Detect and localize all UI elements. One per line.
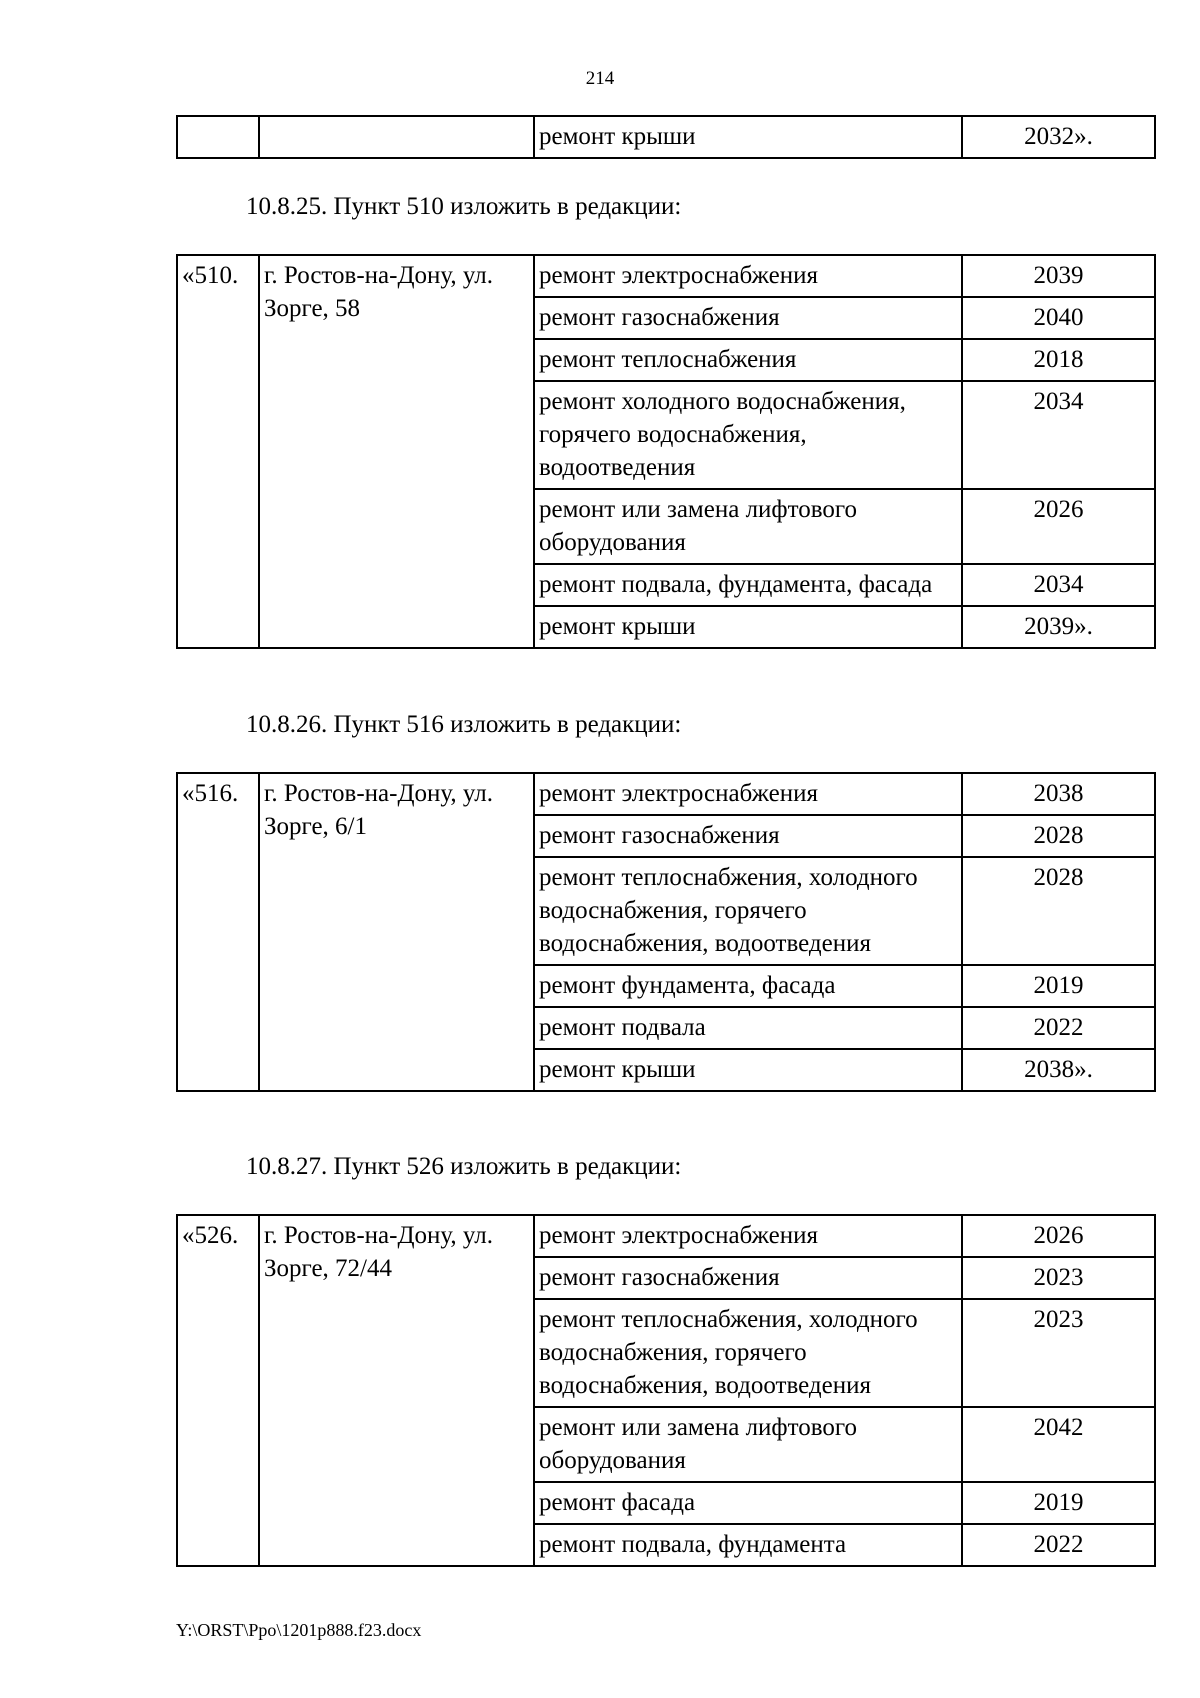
address-cell: г. Ростов-на-Дону, ул. Зорге, 6/1 xyxy=(259,773,534,1091)
item-number-cell: «510. xyxy=(177,255,259,648)
file-path-footer: Y:\ORST\Ppo\1201p888.f23.docx xyxy=(176,1620,422,1640)
item-table-526 xyxy=(176,1214,1156,1567)
work-type-cell: ремонт теплоснабжения xyxy=(534,339,962,381)
year-cell: 2026 xyxy=(962,489,1155,564)
continuation-table xyxy=(176,115,1156,159)
year-cell: 2019 xyxy=(962,1482,1155,1524)
item-number-cell xyxy=(177,116,259,158)
year-cell: 2022 xyxy=(962,1007,1155,1049)
item-number-cell: «516. xyxy=(177,773,259,1091)
year-cell: 2026 xyxy=(962,1215,1155,1257)
year-cell: 2028 xyxy=(962,815,1155,857)
year-cell: 2023 xyxy=(962,1299,1155,1407)
section-heading: 10.8.25. Пункт 510 изложить в редакции: xyxy=(246,193,682,220)
table-row xyxy=(177,255,1155,297)
year-cell: 2034 xyxy=(962,381,1155,489)
work-type-cell: ремонт подвала, фундамента xyxy=(534,1524,962,1566)
year-cell: 2039». xyxy=(962,606,1155,648)
table-row xyxy=(177,116,1155,158)
section-heading: 10.8.26. Пункт 516 изложить в редакции: xyxy=(246,711,682,738)
work-type-cell: ремонт газоснабжения xyxy=(534,1257,962,1299)
address-cell: г. Ростов-на-Дону, ул. Зорге, 72/44 xyxy=(259,1215,534,1566)
section-heading: 10.8.27. Пункт 526 изложить в редакции: xyxy=(246,1153,682,1180)
year-cell: 2038 xyxy=(962,773,1155,815)
year-cell: 2018 xyxy=(962,339,1155,381)
table-row xyxy=(177,773,1155,815)
year-cell: 2019 xyxy=(962,965,1155,1007)
work-type-cell: ремонт холодного водоснабжения, горячего водоснабжения, водоотведения xyxy=(534,381,962,489)
work-type-cell: ремонт или замена лифтового оборудования xyxy=(534,489,962,564)
work-type-cell: ремонт фундамента, фасада xyxy=(534,965,962,1007)
work-type-cell: ремонт газоснабжения xyxy=(534,815,962,857)
work-type-cell: ремонт теплоснабжения, холодного водоснабжения, горячего водоснабжения, водоотведения xyxy=(534,1299,962,1407)
work-type-cell: ремонт или замена лифтового оборудования xyxy=(534,1407,962,1482)
work-type-cell: ремонт газоснабжения xyxy=(534,297,962,339)
work-type-cell: ремонт фасада xyxy=(534,1482,962,1524)
year-cell: 2034 xyxy=(962,564,1155,606)
year-cell: 2023 xyxy=(962,1257,1155,1299)
work-type-cell: ремонт крыши xyxy=(534,116,962,158)
work-type-cell: ремонт теплоснабжения, холодного водоснабжения, горячего водоснабжения, водоотведения xyxy=(534,857,962,965)
work-type-cell: ремонт подвала, фундамента, фасада xyxy=(534,564,962,606)
year-cell: 2028 xyxy=(962,857,1155,965)
item-table-510 xyxy=(176,254,1156,649)
work-type-cell: ремонт подвала xyxy=(534,1007,962,1049)
item-number-cell: «526. xyxy=(177,1215,259,1566)
work-type-cell: ремонт электроснабжения xyxy=(534,255,962,297)
year-cell: 2039 xyxy=(962,255,1155,297)
year-cell: 2038». xyxy=(962,1049,1155,1091)
address-cell xyxy=(259,116,534,158)
year-cell: 2042 xyxy=(962,1407,1155,1482)
address-cell: г. Ростов-на-Дону, ул. Зорге, 58 xyxy=(259,255,534,648)
work-type-cell: ремонт электроснабжения xyxy=(534,773,962,815)
year-cell: 2022 xyxy=(962,1524,1155,1566)
item-table-516 xyxy=(176,772,1156,1092)
year-cell: 2032». xyxy=(962,116,1155,158)
page-number: 214 xyxy=(585,68,615,89)
year-cell: 2040 xyxy=(962,297,1155,339)
work-type-cell: ремонт крыши xyxy=(534,1049,962,1091)
table-row xyxy=(177,1215,1155,1257)
work-type-cell: ремонт электроснабжения xyxy=(534,1215,962,1257)
work-type-cell: ремонт крыши xyxy=(534,606,962,648)
